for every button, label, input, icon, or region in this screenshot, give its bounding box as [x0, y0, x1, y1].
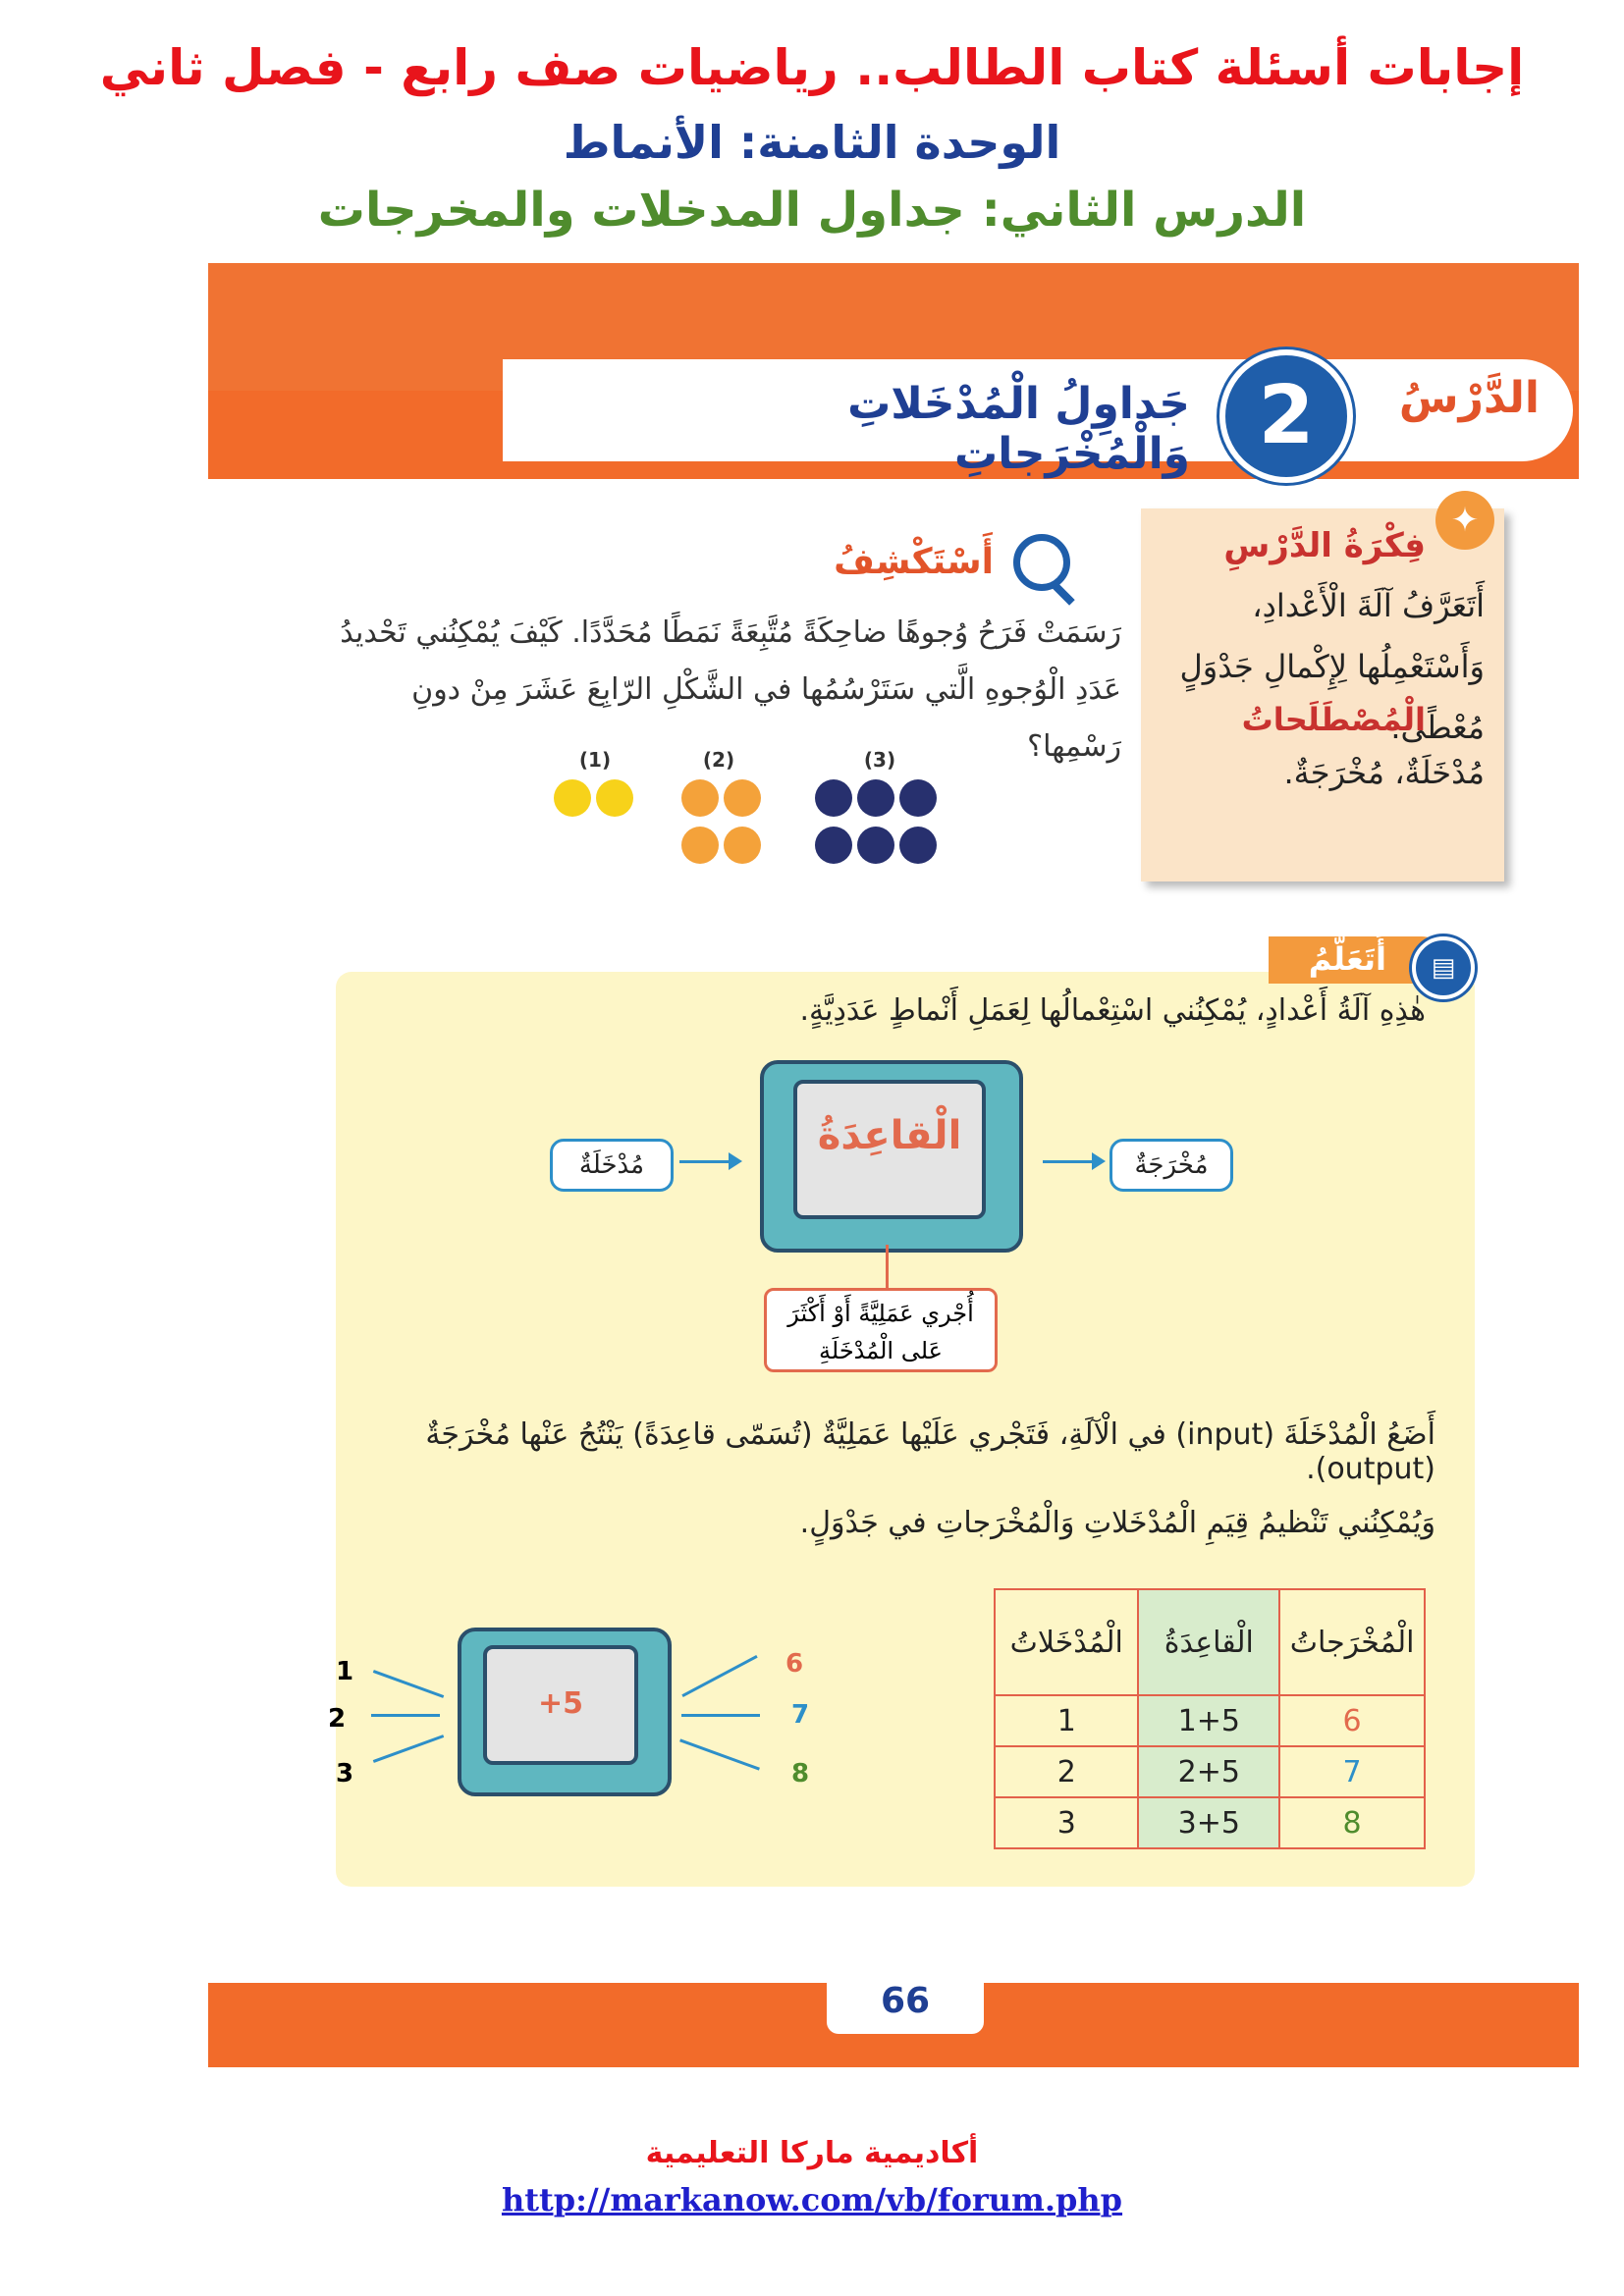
machine-input-3: 3 [336, 1759, 354, 1789]
machine-input-2: 2 [328, 1704, 347, 1734]
footer-name: أكاديمية ماركا التعليمية [645, 2136, 979, 2170]
magnifier-icon [1013, 534, 1070, 591]
cell-output: 6 [1279, 1695, 1425, 1746]
terms-text: مُدْخَلَةٌ، مُخْرَجَةٌ. [1283, 754, 1485, 791]
faces-figure-1 [554, 779, 633, 821]
magnifier-handle [1050, 580, 1074, 605]
footer-link-wrap [0, 2181, 1624, 2218]
machine-rule: +5 [537, 1686, 583, 1721]
cell-input: 3 [995, 1797, 1138, 1848]
header-line-2: الوحدة الثامنة: الأنماط [563, 116, 1061, 169]
figure-label-2: (2) [702, 748, 735, 772]
connector-line [886, 1245, 889, 1288]
smiley-face-icon [681, 827, 719, 864]
machine-output-1: 6 [785, 1649, 804, 1679]
book-icon: ▤ [1412, 936, 1475, 999]
table-row [995, 1746, 1425, 1797]
arrow-icon [371, 1714, 440, 1717]
header-input: الْمُدْخَلاتُ [995, 1589, 1138, 1695]
table-row [995, 1797, 1425, 1848]
rule-label: الْقاعِدَةُ [817, 1113, 962, 1158]
output-box: مُخْرَجَةٌ [1110, 1139, 1233, 1192]
explore-title: أَسْتَكْشِفُ [834, 542, 994, 582]
smiley-face-icon [724, 779, 761, 817]
learn-intro: هٰذِهِ آلَةُ أَعْدادٍ، يُمْكِنُني اسْتِعْمالُها لِعَمَلِ أَنْماطٍ عَدَدِيَّةٍ. [799, 993, 1426, 1028]
header-rule: الْقاعِدَةُ [1138, 1589, 1279, 1695]
lightbulb-icon: ✦ [1435, 491, 1494, 550]
header-line-3: الدرس الثاني: جداول المدخلات والمخرجات [317, 183, 1307, 238]
smiley-face-icon [899, 779, 937, 817]
sentence-table: وَيُمْكِنُني تَنْظيمُ قِيَمِ الْمُدْخَلاتِ وَالْمُخْرَجاتِ في جَدْوَلٍ. [799, 1506, 1435, 1540]
cell-output: 8 [1279, 1797, 1425, 1848]
page-number: 66 [827, 1969, 984, 2034]
cell-rule: 2+5 [1138, 1746, 1279, 1797]
footer-link[interactable]: http://markanow.com/vb/forum.php [501, 2181, 1123, 2218]
table-header-row [995, 1589, 1425, 1695]
lesson-title: جَداوِلُ الْمُدْخَلاتِ وَالْمُخْرَجاتِ [847, 379, 1190, 479]
explore-text: رَسَمَتْ فَرَحُ وُجوهًا ضاحِكَةً مُتَّبِعَةً نَمَطًا مُحَدَّدًا. كَيْفَ يُمْكِنُني تَحْديدُ عَدَدِ الْوُجوهِ الَّتي سَتَرْسُمُها في الشَّكْلِ الرّابِعَ عَشَرَ مِنْ دونِ رَسْمِها؟ [340, 615, 1121, 764]
smiley-face-icon [857, 779, 894, 817]
smiley-face-icon [899, 827, 937, 864]
smiley-face-icon [857, 827, 894, 864]
lesson-word: الدَّرْسُ [1398, 373, 1540, 423]
smiley-face-icon [596, 779, 633, 817]
cell-rule: 1+5 [1138, 1695, 1279, 1746]
machine-output-2: 7 [791, 1700, 810, 1730]
header-line-1: إجابات أسئلة كتاب الطالب.. رياضيات صف رابع - فصل ثاني [99, 39, 1525, 96]
smiley-face-icon [724, 827, 761, 864]
table-row [995, 1695, 1425, 1746]
machine-output-3: 8 [791, 1759, 810, 1789]
figure-label-3: (3) [863, 748, 896, 772]
cell-rule: 3+5 [1138, 1797, 1279, 1848]
cell-input: 1 [995, 1695, 1138, 1746]
idea-title: فِكْرَةُ الدَّرْسِ [1223, 526, 1426, 565]
cell-input: 2 [995, 1746, 1138, 1797]
io-table [994, 1588, 1426, 1849]
input-box: مُدْخَلَةٌ [550, 1139, 674, 1192]
faces-figure-3 [815, 779, 945, 868]
arrow-head-icon [729, 1152, 742, 1170]
header-output: الْمُخْرَجاتُ [1279, 1589, 1425, 1695]
faces-figure-2 [681, 779, 766, 868]
smiley-face-icon [681, 779, 719, 817]
arrow-icon [681, 1714, 760, 1717]
arrow-icon [679, 1160, 734, 1163]
machine-input-1: 1 [336, 1657, 354, 1686]
arrow-icon [1043, 1160, 1098, 1163]
lesson-number: 2 [1219, 349, 1353, 483]
arrow-head-icon [1092, 1152, 1106, 1170]
sentence-input-output: أَضَعُ الْمُدْخَلَةَ (input) في الْآلَةِ، فَتَجْري عَلَيْها عَمَلِيَّةٌ (تُسَمّى قاعِدَةً) يَنْتُجُ عَنْها مُخْرَجَةٌ (output). [425, 1417, 1435, 1486]
idea-text: أَتَعَرَّفُ آلَةَ الْأَعْدادِ، وَأَسْتَعْمِلُها لِإِكْمالِ جَدْوَلٍ مُعْطًى. [1179, 587, 1485, 746]
smiley-face-icon [815, 779, 852, 817]
cell-output: 7 [1279, 1746, 1425, 1797]
terms-title: الْمُصْطَلَحاتُ [1241, 701, 1426, 738]
smiley-face-icon [554, 779, 591, 817]
smiley-face-icon [815, 827, 852, 864]
operation-box: أُجْري عَمَلِيَّةً أَوْ أَكْثَرَ عَلى الْمُدْخَلَةِ [764, 1288, 998, 1372]
learn-title: أَتَعَلَّمُ [1308, 940, 1386, 978]
book-page [208, 263, 1579, 2099]
figure-label-1: (1) [578, 748, 612, 772]
